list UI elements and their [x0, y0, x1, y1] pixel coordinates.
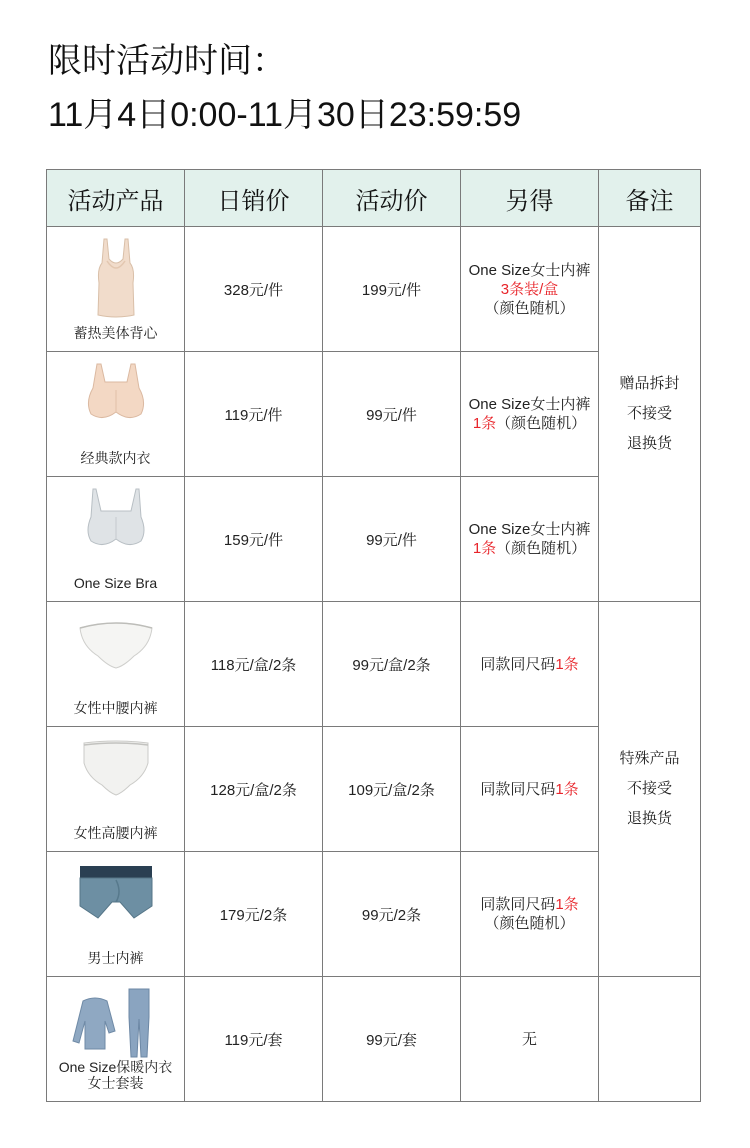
gift-line: One Size女士内裤: [468, 261, 591, 279]
gift-text: 同款同尺码: [480, 655, 556, 673]
gift-highlight: 1条: [555, 896, 579, 913]
daily-price: 179元/2条: [185, 852, 323, 977]
promo-price: 99元/盒/2条: [323, 602, 461, 727]
gift-line: [461, 655, 598, 674]
note-line: 特殊产品: [619, 750, 680, 767]
col-header-promo-price: 活动价: [323, 170, 461, 227]
gift-cell: 无: [461, 977, 599, 1102]
gift-text: 同款同尺码: [480, 896, 556, 913]
gift-line: [461, 780, 598, 799]
gift-line: （颜色随机）: [484, 915, 575, 932]
gift-note: （颜色随机）: [496, 540, 587, 557]
col-header-gift: 另得: [461, 170, 599, 227]
product-name: 男士内裤: [87, 950, 144, 966]
col-header-note: 备注: [599, 170, 701, 227]
gift-cell: [461, 352, 599, 477]
col-header-daily-price: 日销价: [185, 170, 323, 227]
table-row: [47, 977, 701, 1102]
product-name-line: One Size保暖内衣: [58, 1059, 173, 1075]
product-name: 女性高腰内裤: [73, 825, 158, 841]
note-line: 赠品拆封: [619, 375, 680, 392]
product-name: [47, 1059, 184, 1091]
gift-line: （颜色随机）: [484, 299, 575, 317]
note-cell: [599, 227, 701, 602]
product-name: 经典款内衣: [80, 450, 151, 466]
daily-price: 159元/件: [185, 477, 323, 602]
gift-line: One Size女士内裤: [468, 396, 591, 413]
table-row: [47, 227, 701, 352]
gift-cell: [461, 852, 599, 977]
product-cell: [47, 227, 185, 352]
wire-bra-icon: [81, 487, 151, 551]
product-name-line: 女士套装: [87, 1075, 144, 1091]
note-cell: [599, 977, 701, 1102]
gift-highlight: 1条: [555, 780, 579, 798]
product-name: 蓄热美体背心: [73, 325, 158, 341]
table-header-row: [47, 170, 701, 227]
gift-text: 同款同尺码: [480, 780, 556, 798]
product-cell: [47, 727, 185, 852]
daily-price: 128元/盒/2条: [185, 727, 323, 852]
daily-price: 119元/件: [185, 352, 323, 477]
promo-price: 99元/件: [323, 477, 461, 602]
product-cell: [47, 852, 185, 977]
gift-note: （颜色随机）: [496, 415, 587, 432]
promo-price: 99元/套: [323, 977, 461, 1102]
gift-line: [461, 539, 598, 558]
product-cell: [47, 977, 185, 1102]
promo-price: 99元/2条: [323, 852, 461, 977]
promo-price: 99元/件: [323, 352, 461, 477]
promo-table: [46, 169, 701, 1102]
boxer-briefs-icon: [76, 862, 156, 922]
promo-price: 199元/件: [323, 227, 461, 352]
note-line: 不接受: [626, 780, 672, 797]
product-cell: [47, 477, 185, 602]
note-line: 不接受: [626, 405, 672, 422]
table-row: [47, 602, 701, 727]
promo-period-heading: 限时活动时间：: [48, 42, 286, 80]
product-cell: [47, 352, 185, 477]
promo-price: 109元/盒/2条: [323, 727, 461, 852]
gift-highlight: 3条装/盒: [500, 280, 559, 298]
product-cell: [47, 602, 185, 727]
gift-line: One Size女士内裤: [468, 521, 591, 538]
gift-highlight: 1条: [472, 540, 497, 557]
col-header-product: 活动产品: [47, 170, 185, 227]
briefs-icon: [78, 737, 154, 799]
product-name: One Size Bra: [73, 575, 158, 591]
daily-price: 328元/件: [185, 227, 323, 352]
camisole-icon: [91, 237, 141, 319]
gift-line: [461, 414, 598, 433]
gift-cell: [461, 477, 599, 602]
gift-cell: [461, 727, 599, 852]
briefs-icon: [76, 612, 156, 672]
bra-icon: [83, 362, 149, 424]
gift-cell: [461, 227, 599, 352]
gift-highlight: 1条: [555, 655, 579, 673]
note-line: 退换货: [626, 435, 672, 452]
gift-cell: [461, 602, 599, 727]
product-name: 女性中腰内裤: [73, 700, 158, 716]
daily-price: 119元/套: [185, 977, 323, 1102]
thermal-set-icon: [69, 987, 163, 1059]
note-cell: [599, 602, 701, 977]
promo-period-dates: 11月4日0:00-11月30日23:59:59: [48, 96, 522, 134]
gift-highlight: 1条: [472, 415, 497, 432]
gift-line: [461, 895, 598, 914]
note-line: 退换货: [626, 810, 672, 827]
daily-price: 118元/盒/2条: [185, 602, 323, 727]
